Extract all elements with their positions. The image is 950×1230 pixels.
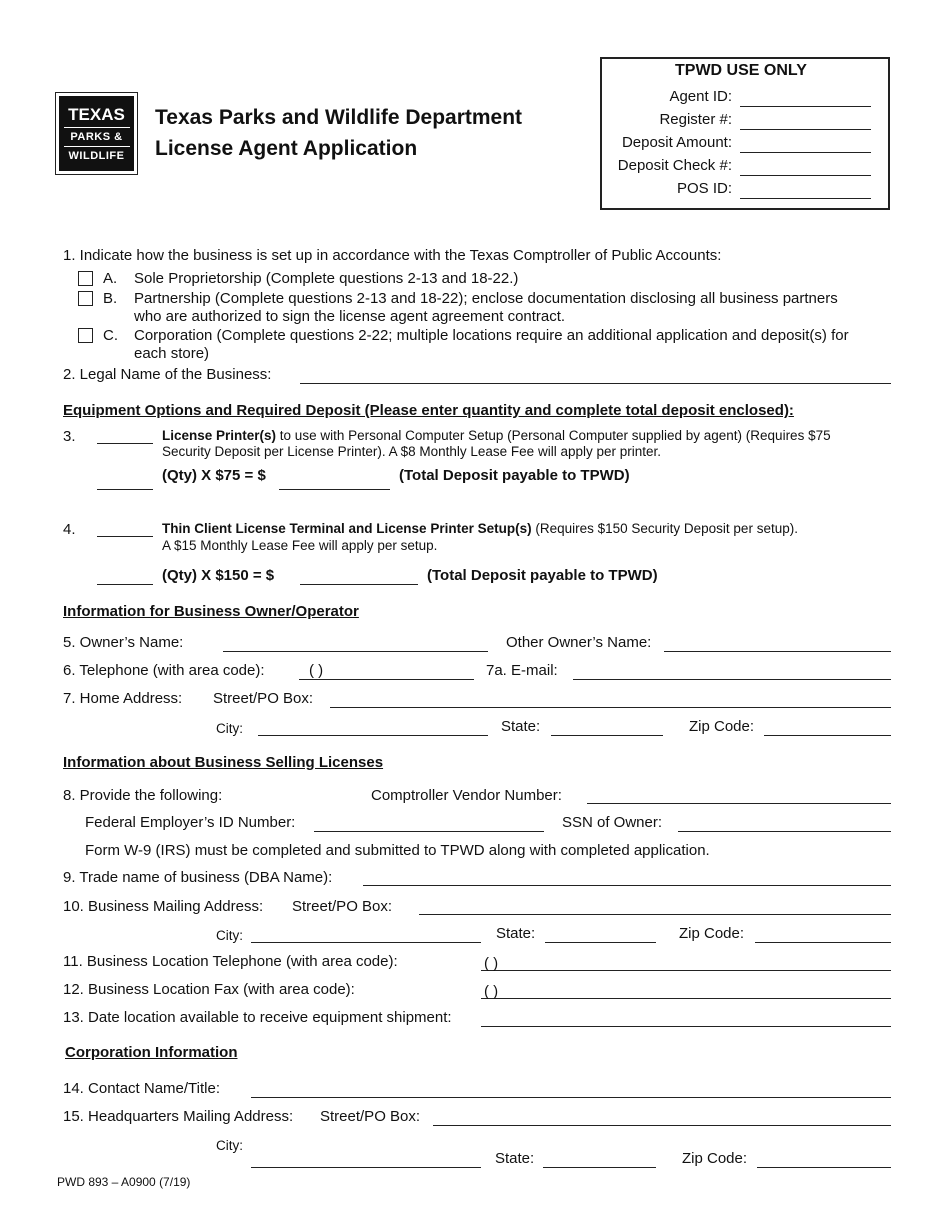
q5-label: 5. Owner’s Name: [63,634,184,651]
hq-state-label: State: [495,1150,535,1167]
q4-text-2: A $15 Monthly Lease Fee will apply per setup. [162,538,438,553]
business-city-label: City: [216,928,243,943]
business-phone-parens: ( ) [484,955,499,972]
business-phone-field[interactable] [481,970,891,971]
business-street-label: Street/PO Box: [292,898,393,915]
q2-label: 2. Legal Name of the Business: [63,366,272,383]
checkbox-corporation[interactable] [78,328,93,343]
hq-street-label: Street/PO Box: [320,1108,421,1125]
option-a-text: Sole Proprietorship (Complete questions 2-13 and 18-22.) [134,270,519,287]
q3-total-label: (Total Deposit payable to TPWD) [399,467,630,484]
page-title: Texas Parks and Wildlife Department [155,106,523,129]
home-zip-label: Zip Code: [689,718,755,735]
q3-qty-label: (Qty) X $75 = $ [162,467,266,484]
q3-total-field[interactable] [279,489,390,490]
q8-label: 8. Provide the following: [63,787,223,804]
business-street-field[interactable] [419,914,891,915]
shipment-date-field[interactable] [481,1026,891,1027]
logo-text-wildlife: WILDLIFE [68,149,125,162]
business-state-label: State: [496,925,536,942]
home-street-label: Street/PO Box: [213,690,314,707]
fein-field[interactable] [314,831,544,832]
vendor-number-label: Comptroller Vendor Number: [371,787,562,804]
logo-text-parks: PARKS & [70,130,123,143]
q14-label: 14. Contact Name/Title: [63,1080,221,1097]
tpwd-use-only-heading: TPWD USE ONLY [675,62,807,79]
hq-city-field[interactable] [251,1167,481,1168]
business-state-field[interactable] [545,942,656,943]
option-c-text-1: Corporation (Complete questions 2-22; multiple locations require an additional application and deposit(s) for [134,327,849,344]
q7-label: 7. Home Address: [63,690,183,707]
option-c-text-2: each store) [134,345,210,362]
home-street-field[interactable] [330,707,891,708]
deposit-amount-field[interactable] [740,152,871,153]
q3-text-2: Security Deposit per License Printer). A $8 Monthly Lease Fee will apply per printer. [162,444,661,459]
hq-street-field[interactable] [433,1125,891,1126]
q3-text-1: License Printer(s) to use with Personal Computer Setup (Personal Computer supplied by agent) (Requires $75 [162,428,831,443]
w9-note: Form W-9 (IRS) must be completed and submitted to TPWD along with completed application. [85,842,710,859]
legal-name-field[interactable] [300,383,891,384]
owner-heading: Information for Business Owner/Operator [63,603,359,620]
page-subtitle: License Agent Application [155,137,418,160]
q3-qty-field[interactable] [97,489,153,490]
hq-zip-label: Zip Code: [682,1150,748,1167]
contact-name-field[interactable] [251,1097,891,1098]
deposit-amount-label: Deposit Amount: [621,134,732,151]
deposit-check-label: Deposit Check #: [617,157,732,174]
q4-qty-field[interactable] [97,584,153,585]
q4-checkmark-field[interactable] [97,536,153,537]
option-c-letter: C. [103,327,118,344]
fein-label: Federal Employer’s ID Number: [85,814,296,831]
q4-qty-label: (Qty) X $150 = $ [162,567,275,584]
tpwd-logo [55,92,138,175]
ssn-label: SSN of Owner: [562,814,663,831]
pos-id-field[interactable] [740,198,871,199]
hq-zip-field[interactable] [757,1167,891,1168]
q1-text: 1. Indicate how the business is set up in accordance with the Texas Comptroller of Public Accounts: [63,247,722,264]
corporation-heading: Corporation Information [65,1044,238,1061]
business-fax-field[interactable] [481,998,891,999]
business-fax-parens: ( ) [484,983,499,1000]
other-owner-field[interactable] [664,651,891,652]
business-heading: Information about Business Selling Licenses [63,754,384,771]
q12-label: 12. Business Location Fax (with area code): [63,981,355,998]
trade-name-field[interactable] [363,885,891,886]
home-state-label: State: [501,718,541,735]
q4-total-field[interactable] [300,584,418,585]
q13-label: 13. Date location available to receive equipment shipment: [63,1009,452,1026]
checkbox-sole-proprietorship[interactable] [78,271,93,286]
q11-label: 11. Business Location Telephone (with area code): [63,953,398,970]
business-zip-field[interactable] [755,942,891,943]
ssn-field[interactable] [678,831,891,832]
owner-name-field[interactable] [223,651,488,652]
hq-state-field[interactable] [543,1167,656,1168]
q3-number: 3. [63,428,76,445]
q15-label: 15. Headquarters Mailing Address: [63,1108,294,1125]
q4-total-label: (Total Deposit payable to TPWD) [427,567,658,584]
business-zip-label: Zip Code: [679,925,745,942]
q10-label: 10. Business Mailing Address: [63,898,264,915]
hq-city-label: City: [216,1138,243,1153]
checkbox-partnership[interactable] [78,291,93,306]
telephone-field[interactable] [299,679,474,680]
q4-text-1: Thin Client License Terminal and License Printer Setup(s) (Requires $150 Security Deposit per setup). [162,521,798,536]
home-state-field[interactable] [551,735,663,736]
option-b-text-1: Partnership (Complete questions 2-13 and 18-22); enclose documentation disclosing all business partners [134,290,838,307]
option-b-letter: B. [103,290,118,307]
telephone-parens: ( ) [309,662,324,679]
logo-text-texas: TEXAS [68,104,125,124]
form-id: PWD 893 – A0900 (7/19) [57,1175,191,1189]
home-zip-field[interactable] [764,735,891,736]
register-label: Register #: [659,111,732,128]
agent-id-field[interactable] [740,106,871,107]
register-field[interactable] [740,129,871,130]
business-city-field[interactable] [251,942,481,943]
other-owner-label: Other Owner’s Name: [506,634,652,651]
pos-id-label: POS ID: [676,180,732,197]
equipment-heading: Equipment Options and Required Deposit (Please enter quantity and complete total deposit enclosed): [63,402,794,419]
deposit-check-field[interactable] [740,175,871,176]
option-b-text-2: who are authorized to sign the license agent agreement contract. [134,308,566,325]
home-city-label: City: [216,721,243,736]
q6-label: 6. Telephone (with area code): [63,662,265,679]
q3-checkmark-field[interactable] [97,443,153,444]
home-city-field[interactable] [258,735,488,736]
option-a-letter: A. [103,270,118,287]
q7a-label: 7a. E-mail: [486,662,558,679]
agent-id-label: Agent ID: [669,88,732,105]
email-field[interactable] [573,679,891,680]
q4-number: 4. [63,521,76,538]
q9-label: 9. Trade name of business (DBA Name): [63,869,333,886]
vendor-number-field[interactable] [587,803,891,804]
